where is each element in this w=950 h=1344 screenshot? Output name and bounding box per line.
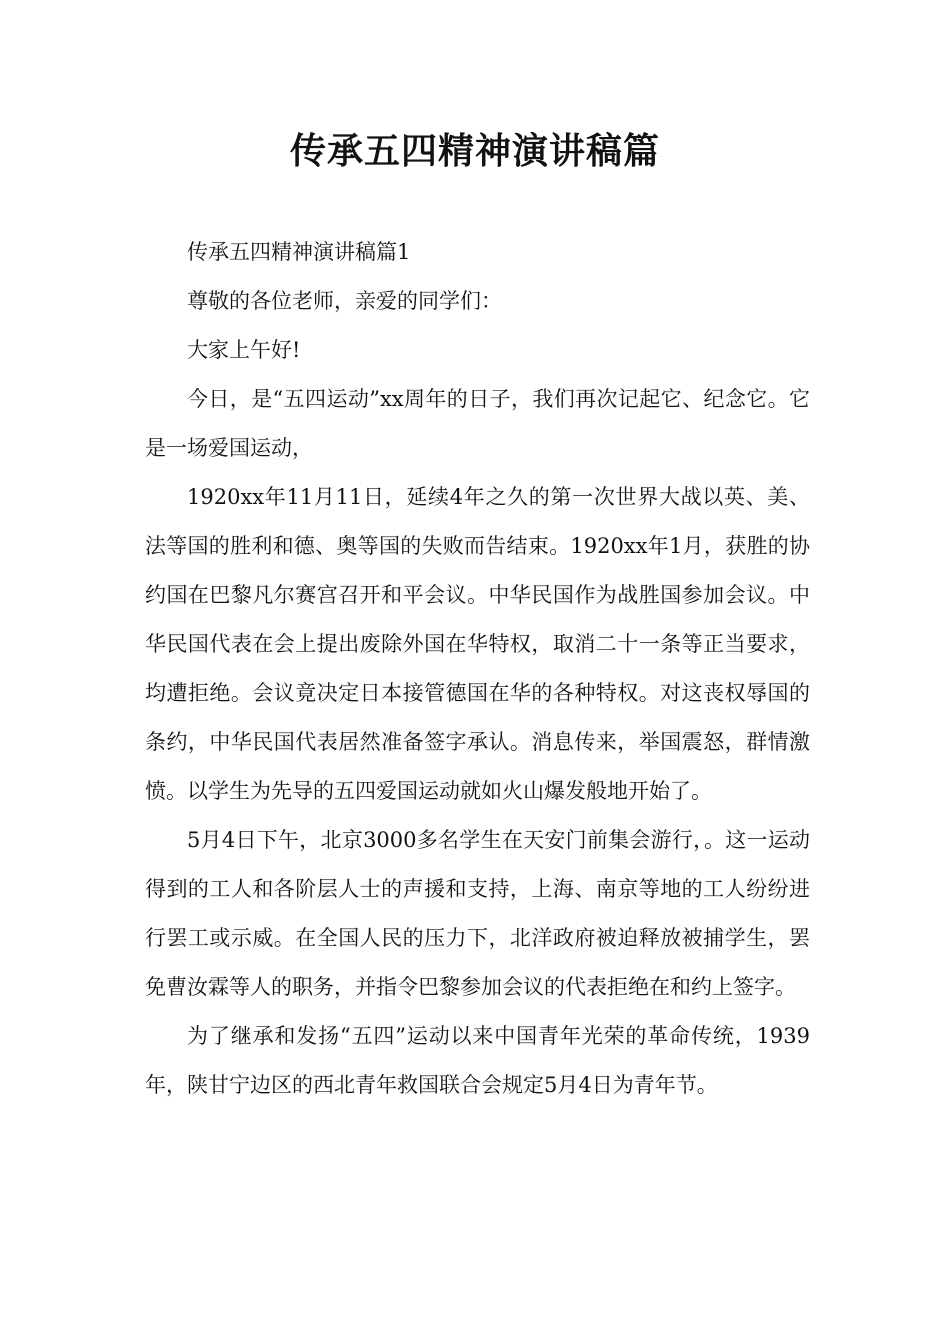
paragraph-may-fourth: 5月4日下午，北京3000多名学生在天安门前集会游行，。这一运动得到的工人和各阶层人士的声援和支持，上海、南京等地的工人纷纷进行罢工或示威。在全国人民的压力下，北洋政府被迫释放被捕学生，罢免曹汝霖等人的职务，并指令巴黎参加会议的代表拒绝在和约上签字。 bbox=[145, 828, 810, 999]
paragraph-section-heading: 传承五四精神演讲稿篇1 bbox=[187, 240, 411, 264]
paragraph-greeting: 大家上午好! bbox=[187, 338, 301, 362]
paragraph-salutation: 尊敬的各位老师，亲爱的同学们： bbox=[187, 289, 502, 313]
document-title: 传承五四精神演讲稿篇 bbox=[289, 130, 660, 172]
document-body bbox=[145, 228, 810, 1110]
paragraph-intro: 今日，是“五四运动”xx周年的日子，我们再次记起它、纪念它。它是一场爱国运动， bbox=[145, 387, 810, 460]
paragraph-youth-day: 为了继承和发扬“五四”运动以来中国青年光荣的革命传统，1939年，陕甘宁边区的西北青年救国联合会规定5月4日为青年节。 bbox=[145, 1024, 810, 1097]
paragraph-history: 1920xx年11月11日，延续4年之久的第一次世界大战以英、美、法等国的胜利和德、奥等国的失败而告结束。1920xx年1月，获胜的协约国在巴黎凡尔赛宫召开和平会议。中华民国作为战胜国参加会议。中华民国代表在会上提出废除外国在华特权，取消二十一条等正当要求，均遭拒绝。会议竟决定日本接管德国在华的各种特权。对这丧权辱国的条约，中华民国代表居然准备签字承认。消息传来，举国震怒，群情激愤。以学生为先导的五四爱国运动就如火山爆发般地开始了。 bbox=[145, 485, 810, 803]
